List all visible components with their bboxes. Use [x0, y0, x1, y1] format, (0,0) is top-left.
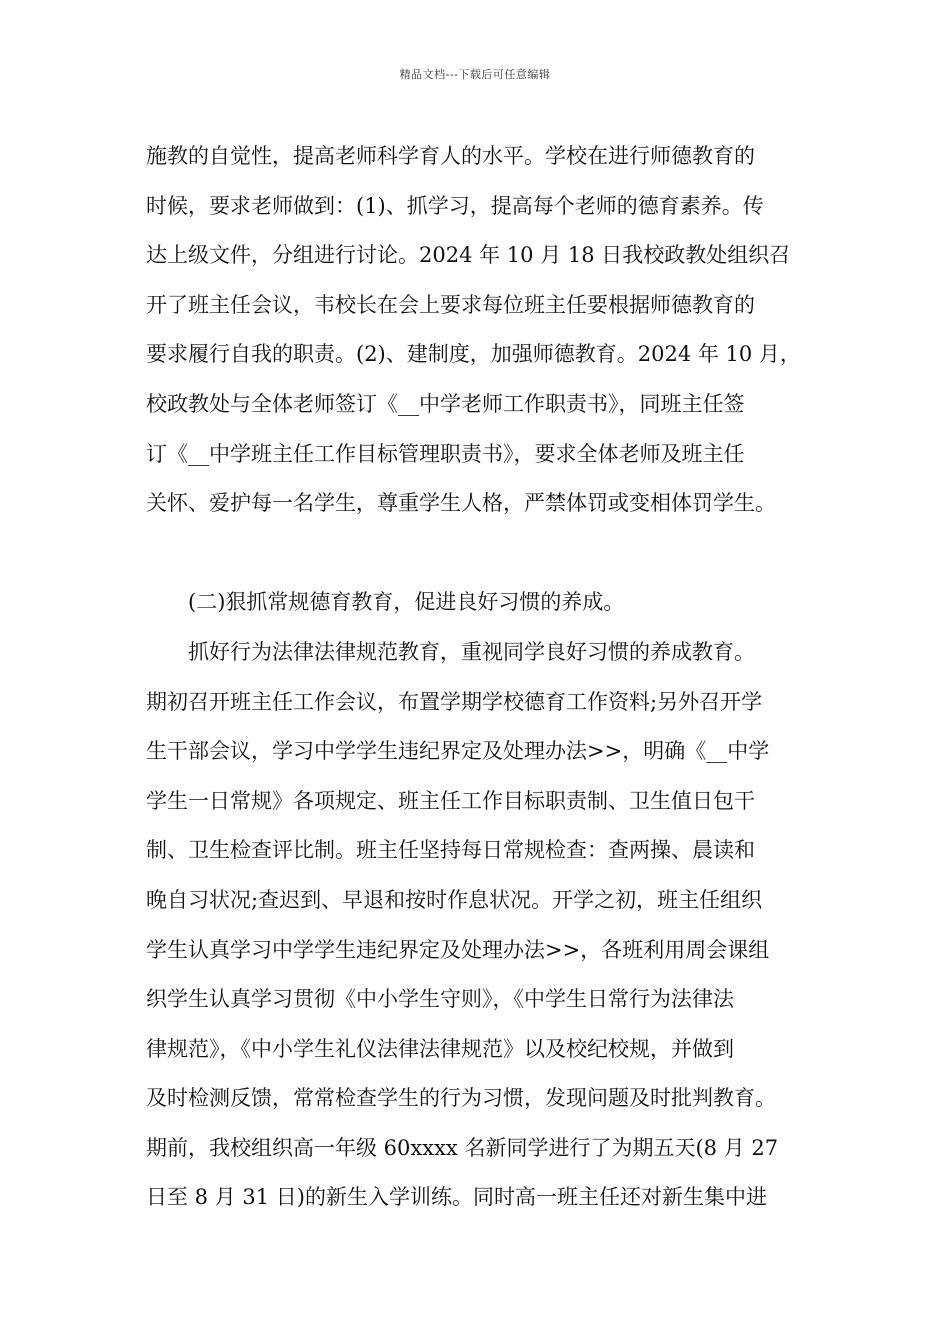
- body-line: 日至 8 月 31 日)的新生入学训练。同时高一班主任还对新生集中进: [146, 1185, 767, 1210]
- body-line: 关怀、爱护每一名学生，尊重学生人格，严禁体罚或变相体罚学生。: [146, 491, 776, 516]
- body-line: 施教的自觉性，提高老师科学育人的水平。学校在进行师德教育的: [146, 144, 755, 168]
- body-line: 校政教处与全体老师签订《__中学老师工作职责书》，同班主任签: [146, 391, 745, 416]
- body-line: 开了班主任会议，韦校长在会上要求每位班主任要根据师德教育的: [146, 292, 755, 317]
- body-line: 生干部会议，学习中学学生违纪界定及处理办法>>，明确《__中学: [146, 739, 770, 764]
- body-line: 晚自习状况;查迟到、早退和按时作息状况。开学之初，班主任组织: [146, 887, 763, 912]
- body-line: 学生一日常规》各项规定、班主任工作目标职责制、卫生值日包干: [146, 788, 755, 813]
- body-line: 织学生认真学习贯彻《中小学生守则》，《中学生日常行为法律法: [146, 987, 734, 1012]
- body-line: 达上级文件，分组进行讨论。2024 年 10 月 18 日我校政教处组织召: [146, 243, 791, 268]
- body-line: 制、卫生检查评比制。班主任坚持每日常规检查：查两操、晨读和: [146, 838, 755, 863]
- body-line: 及时检测反馈，常常检查学生的行为习惯，发现问题及时批判教育。: [146, 1086, 776, 1111]
- body-line: 抓好行为法律法律规范教育，重视同学良好习惯的养成教育。: [188, 639, 755, 664]
- body-line: 期初召开班主任工作会议，布置学期学校德育工作资料;另外召开学: [146, 689, 763, 714]
- section-heading: (二)狠抓常规德育教育，促进良好习惯的养成。: [188, 590, 625, 615]
- body-line: 学生认真学习中学学生违纪界定及处理办法>>，各班利用周会课组: [146, 937, 770, 962]
- body-line: 律规范》，《中小学生礼仪法律法律规范》以及校纪校规，并做到: [146, 1036, 734, 1061]
- body-line: 要求履行自我的职责。(2)、建制度，加强师德教育。2024 年 10 月，: [146, 342, 801, 367]
- body-line: 订《__中学班主任工作目标管理职责书》，要求全体老师及班主任: [146, 441, 745, 466]
- body-line: 时候，要求老师做到：(1)、抓学习，提高每个老师的德育素养。传: [146, 193, 764, 218]
- document-body: [146, 132, 826, 1223]
- paragraph-spacer: [146, 529, 826, 579]
- body-line: 期前，我校组织高一年级 60xxxx 名新同学进行了为期五天(8 月 27: [146, 1135, 779, 1160]
- page-header: 精品文档---下载后可任意编辑: [399, 68, 551, 81]
